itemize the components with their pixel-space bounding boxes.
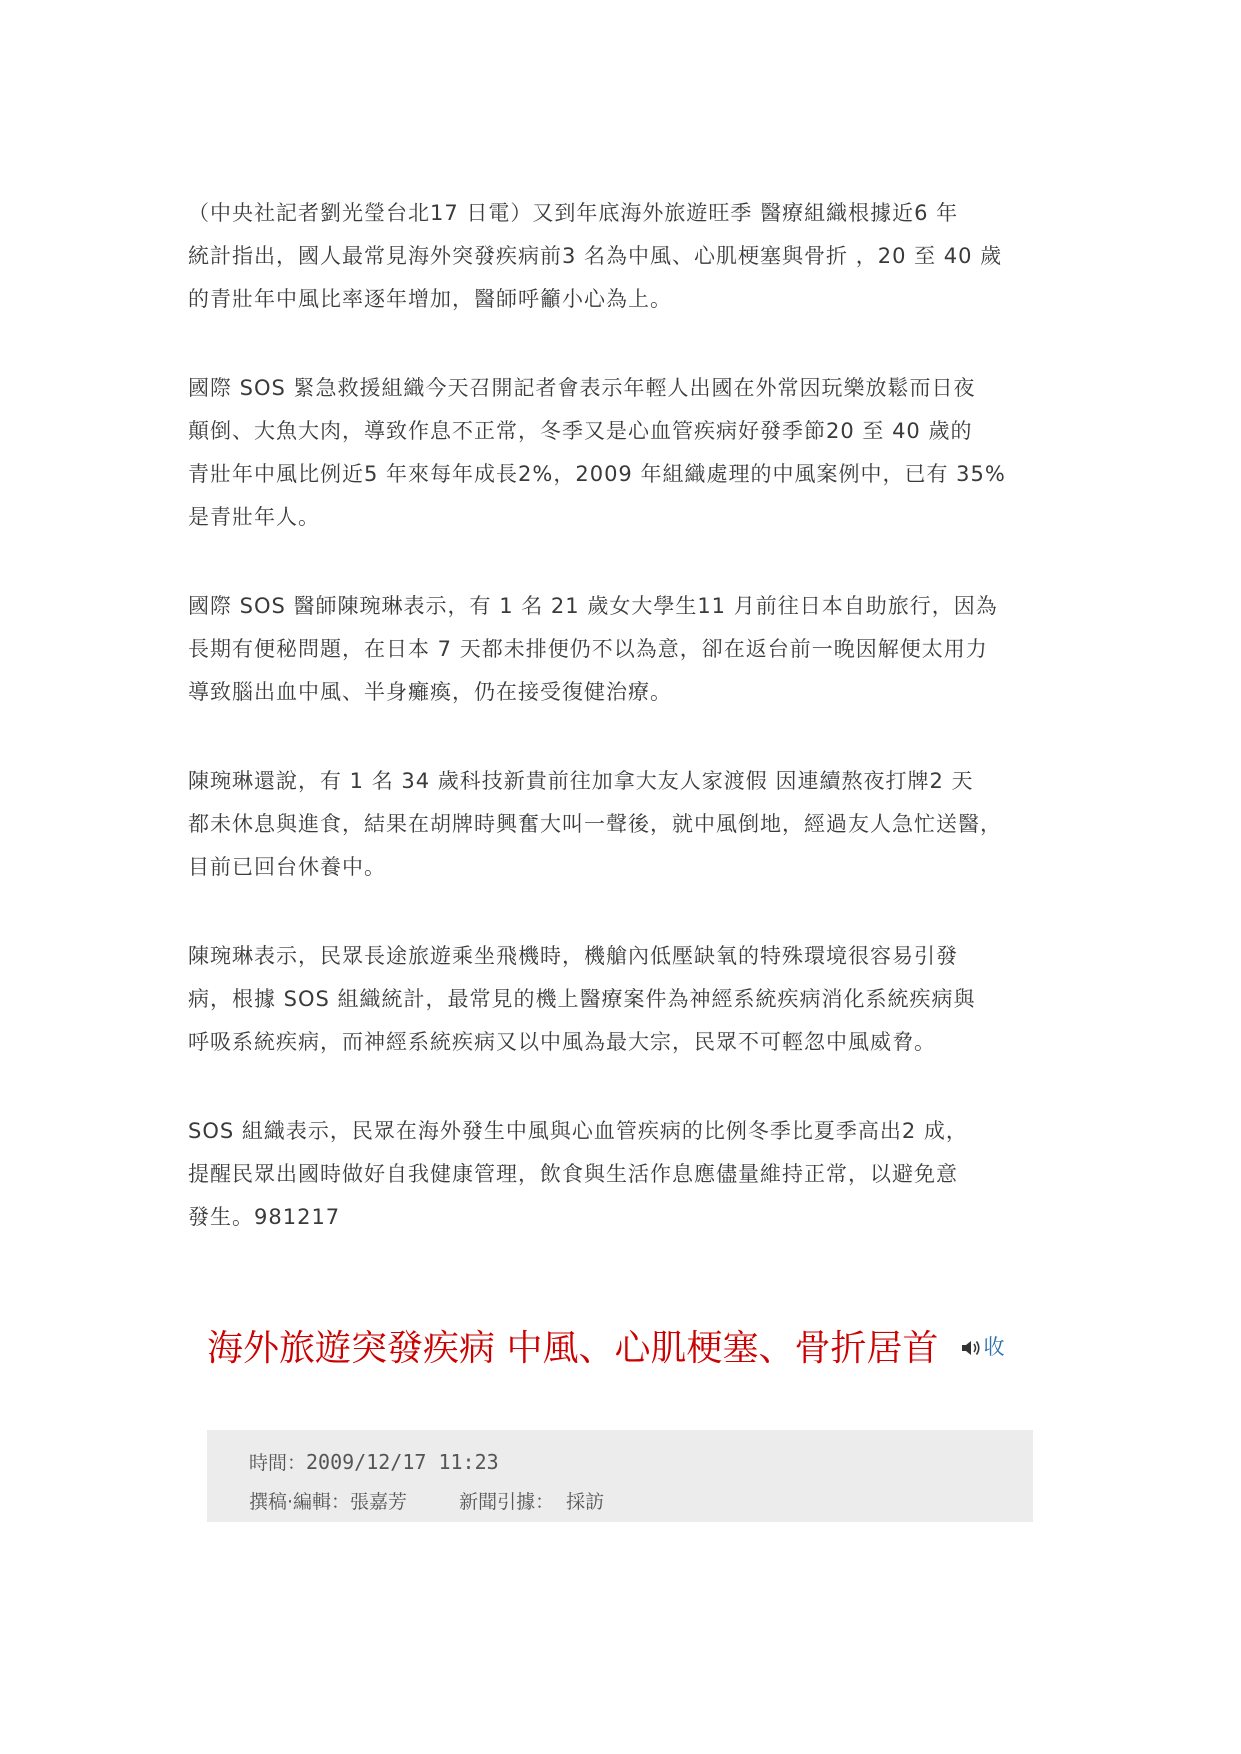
text-line: 陳琬琳表示，民眾長途旅遊乘坐飛機時，機艙內低壓缺氧的特殊環境很容易引發: [188, 944, 958, 968]
meta-editor-value: 張嘉芳: [350, 1491, 408, 1513]
text-line: 提醒民眾出國時做好自我健康管理，飲食與生活作息應儘量維持正常，以避免意: [188, 1162, 958, 1186]
listen-button[interactable]: [960, 1331, 1005, 1361]
paragraph-6: [188, 1110, 1050, 1239]
text-line: 發生。981217: [188, 1205, 341, 1229]
text-line: 青壯年中風比例近5 年來每年成長2%，2009 年組織處理的中風案例中，已有 35%: [188, 462, 1006, 486]
text-line: 導致腦出血中風、半身癱瘓，仍在接受復健治療。: [188, 680, 672, 704]
speaker-icon: [960, 1338, 982, 1358]
text-line: 病，根據 SOS 組織統計，最常見的機上醫療案件為神經系統疾病消化系統疾病與: [188, 987, 976, 1011]
text-line: 國際 SOS 緊急救援組織今天召開記者會表示年輕人出國在外常因玩樂放鬆而日夜: [188, 376, 976, 400]
text-line: 呼吸系統疾病，而神經系統疾病又以中風為最大宗，民眾不可輕忽中風威脅。: [188, 1030, 936, 1054]
meta-source-value: 採訪: [566, 1491, 605, 1513]
paragraph-1: [188, 192, 1050, 321]
paragraph-4: [188, 760, 1050, 889]
paragraph-5: [188, 935, 1050, 1064]
meta-editor-row: [249, 1482, 1033, 1522]
headline-title: 海外旅遊突發疾病 中風、心肌梗塞、骨折居首: [207, 1328, 939, 1369]
article-body: [188, 192, 1050, 1285]
headline-row: [207, 1320, 1037, 1376]
text-line: 是青壯年人。: [188, 505, 320, 529]
meta-time-label: 時間：: [249, 1452, 307, 1474]
text-line: 都未休息與進食，結果在胡牌時興奮大叫一聲後，就中風倒地，經過友人急忙送醫，: [188, 812, 1002, 836]
text-line: 長期有便秘問題，在日本 7 天都未排便仍不以為意，卻在返台前一晚因解便太用力: [188, 637, 988, 661]
text-line: 顛倒、大魚大肉，導致作息不正常，冬季又是心血管疾病好發季節20 至 40 歲的: [188, 419, 973, 443]
meta-editor-label: 撰稿‧編輯：: [249, 1491, 351, 1513]
text-line: SOS 組織表示，民眾在海外發生中風與心血管疾病的比例冬季比夏季高出2 成，: [188, 1119, 968, 1143]
paragraph-3: [188, 585, 1050, 714]
paragraph-2: [188, 367, 1050, 539]
article-meta: [207, 1430, 1033, 1522]
meta-source-label: 新聞引據：: [459, 1491, 555, 1513]
listen-label: 收: [983, 1334, 1005, 1359]
text-line: （中央社記者劉光瑩台北17 日電）又到年底海外旅遊旺季 醫療組織根據近6 年: [188, 201, 959, 225]
text-line: 統計指出，國人最常見海外突發疾病前3 名為中風、心肌梗塞與骨折 ，20 至 40 歲: [188, 244, 1003, 268]
text-line: 陳琬琳還說，有 1 名 34 歲科技新貴前往加拿大友人家渡假 因連續熬夜打牌2 天: [188, 769, 974, 793]
meta-time-value: 2009/12/17 11:23: [306, 1450, 499, 1474]
text-line: 的青壯年中風比率逐年增加，醫師呼籲小心為上。: [188, 287, 672, 311]
text-line: 目前已回台休養中。: [188, 855, 386, 879]
text-line: 國際 SOS 醫師陳琬琳表示，有 1 名 21 歲女大學生11 月前往日本自助旅行，因為: [188, 594, 998, 618]
meta-time-row: [249, 1442, 1033, 1482]
